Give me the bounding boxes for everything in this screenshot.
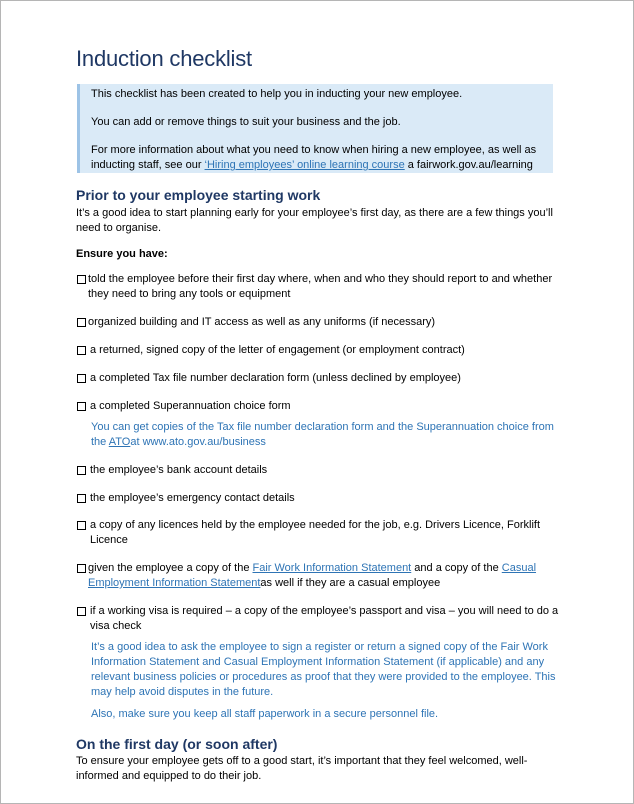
intro-line-3-text: For more information about what you need to know when hiring a new employee, as well as inducting staff, see our <box>91 144 537 171</box>
checklist-item-text: if a working visa is required – a copy of the employee’s passport and visa – you will need to do a visa check <box>90 605 559 632</box>
checklist-item-text: a returned, signed copy of the letter of engagement (or employment contract) <box>90 344 465 356</box>
checkbox-icon[interactable] <box>77 374 86 383</box>
checklist-item-text: organized building and IT access as well as any uniforms (if necessary) <box>88 316 436 328</box>
checklist-item <box>77 272 563 302</box>
checklist-item-text: a copy of any licences held by the employee needed for the job, e.g. Drivers Licence, Forklift Licence <box>90 519 541 546</box>
checklist-item-text: told the employee before their first day where, when and who they should report to and whether they need to bring any tools or equipment <box>88 273 553 300</box>
tax-form-note-suffix: at www.ato.gov.au/business <box>130 436 266 448</box>
checklist-item <box>77 399 563 414</box>
section-intro-prior: It’s a good idea to start planning early for your employee’s first day, as there are a few things you’ll need to organise. <box>76 207 553 234</box>
checkbox-icon[interactable] <box>77 494 86 503</box>
section-heading-prior: Prior to your employee starting work <box>76 187 321 203</box>
checkbox-icon[interactable] <box>77 318 86 327</box>
page-title: Induction checklist <box>76 46 252 71</box>
tax-form-note <box>91 420 563 450</box>
checklist-item <box>77 604 563 634</box>
checkbox-icon[interactable] <box>77 466 86 475</box>
ato-link[interactable]: ATO <box>108 436 131 448</box>
section-intro-first-day: To ensure your employee gets off to a good start, it’s important that they feel welcomed, well-informed and equipped to do their job. <box>76 755 528 782</box>
intro-line-3-suffix: a fairwork.gov.au/learning <box>404 159 533 171</box>
checkbox-icon[interactable] <box>77 275 86 284</box>
records-note: Also, make sure you keep all staff paperwork in a secure personnel file. <box>91 708 439 720</box>
checklist-item <box>77 518 563 548</box>
statement-text-suffix: as well if they are a casual employee <box>260 577 441 589</box>
checklist-item-text: the employee’s bank account details <box>90 464 268 476</box>
intro-line-1: This checklist has been created to help you in inducting your new employee. <box>91 88 463 100</box>
ensure-label: Ensure you have: <box>76 248 168 260</box>
statement-text-prefix: given the employee a copy of the <box>88 562 253 574</box>
checkbox-icon[interactable] <box>77 521 86 530</box>
tax-form-note-text: You can get copies of the Tax file number declaration form and the Superannuation choice from the <box>91 421 554 448</box>
checklist-item <box>77 491 563 506</box>
checkbox-icon[interactable] <box>77 346 86 355</box>
checklist-item-text: a completed Tax file number declaration form (unless declined by employee) <box>90 372 461 384</box>
checkbox-icon[interactable] <box>77 564 86 573</box>
intro-line-3 <box>91 143 543 173</box>
statement-text-middle: and a copy of the <box>411 562 502 574</box>
checkbox-icon[interactable] <box>77 402 86 411</box>
checklist-item <box>77 463 563 478</box>
checkbox-icon[interactable] <box>77 607 86 616</box>
hiring-employees-course-link[interactable]: ‘Hiring employees’ online learning course <box>204 159 405 171</box>
checklist-item-text: a completed Superannuation choice form <box>90 400 291 412</box>
visa-note: It’s a good idea to ask the employee to sign a register or return a signed copy of the Fair Work Information Statement and Casual Employment Information Statement (if applicable) and any relevant business policies or procedures as proof that they were provided to the employee. This may help avoid disputes in the future. <box>91 641 556 698</box>
casual-employment-information-statement-link[interactable]: Casual Employment Information Statement <box>88 562 537 589</box>
checklist-item <box>77 343 563 358</box>
checklist-item <box>77 315 563 330</box>
checklist-item <box>77 371 563 386</box>
checklist-item-text <box>77 561 563 591</box>
section-heading-first-day: On the first day (or soon after) <box>76 736 278 752</box>
intro-callout <box>77 84 553 173</box>
intro-line-2: You can add or remove things to suit your business and the job. <box>91 116 401 128</box>
checklist-item-info-statement <box>77 561 563 591</box>
checklist-item-text: the employee’s emergency contact details <box>90 492 295 504</box>
fair-work-information-statement-link[interactable]: Fair Work Information Statement <box>252 562 412 574</box>
